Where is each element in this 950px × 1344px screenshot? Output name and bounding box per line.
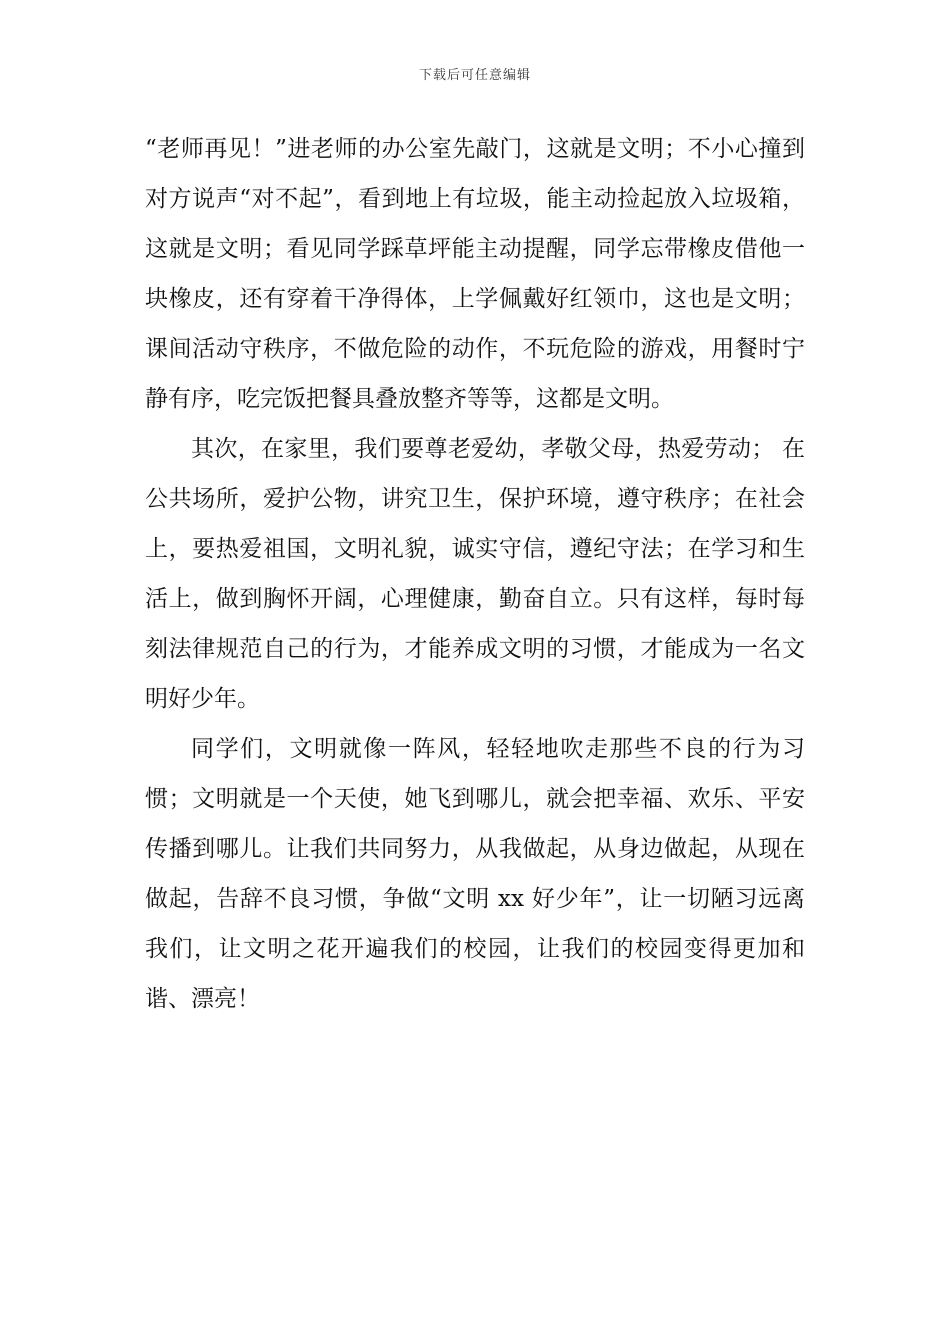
paragraph-3: 同学们，文明就像一阵风，轻轻地吹走那些不良的行为习惯；文明就是一个天使，她飞到哪儿，就会把幸福、欢乐、平安传播到哪儿。让我们共同努力，从我做起，从身边做起，从现在做起，告辞不良习惯，争做“文明 xx 好少年”，让一切陋习远离我们，让文明之花开遍我们的校园，让我们的校园变得更加和谐、漂亮！ xyxy=(145,736,805,1012)
paragraph-2: 其次，在家里，我们要尊老爱幼，孝敬父母，热爱劳动； 在公共场所，爱护公物，讲究卫生，保护环境，遵守秩序；在社会上，要热爱祖国，文明礼貌，诚实守信，遵纪守法；在学习和生活上，做到胸怀开阔，心理健康，勤奋自立。只有这样，每时每刻法律规范自己的行为，才能养成文明的习惯，才能成为一名文明好少年。 xyxy=(145,436,805,712)
paragraph-1: “老师再见！”进老师的办公室先敲门，这就是文明；不小心撞到对方说声“对不起”，看到地上有垃圾，能主动捡起放入垃圾箱，这就是文明；看见同学踩草坪能主动提醒，同学忘带橡皮借他一块橡皮，还有穿着干净得体，上学佩戴好红领巾，这也是文明；课间活动守秩序，不做危险的动作，不玩危险的游戏，用餐时宁静有序，吃完饭把餐具叠放整齐等等，这都是文明。 xyxy=(145,136,805,412)
page-header: 下载后可任意编辑 xyxy=(418,68,531,83)
document-body xyxy=(145,124,805,1024)
